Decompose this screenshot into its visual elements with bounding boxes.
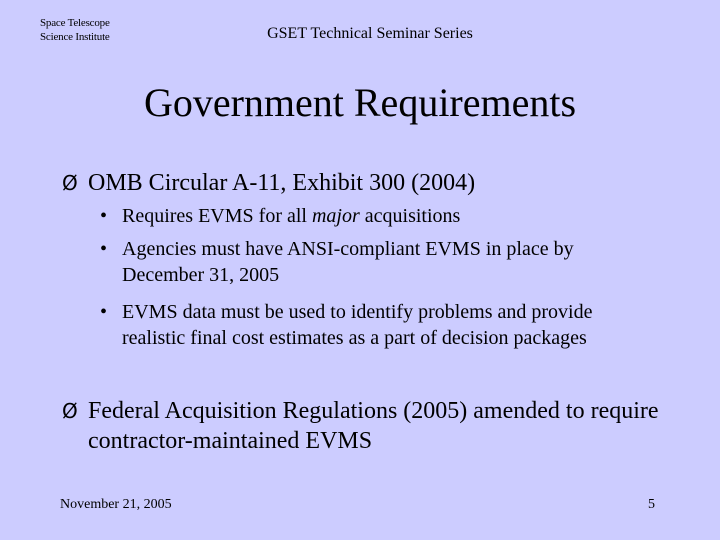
- seminar-series-title: GSET Technical Seminar Series: [267, 25, 473, 42]
- slide-title: Government Requirements: [143, 80, 577, 125]
- sub-bullet-text: EVMS data must be used to identify problems and provide realistic final cost estimates as a part of decision packages: [122, 301, 593, 349]
- dot-bullet-icon: •: [100, 205, 108, 227]
- organization-line-1: Space Telescope: [40, 17, 110, 29]
- bullet-omb-circular: [62, 168, 688, 198]
- organization-name: [40, 16, 110, 44]
- arrow-bullet-icon: Ø: [62, 171, 78, 195]
- sub-bullet-evms-major-acquisitions: [100, 203, 642, 229]
- sub-bullet-text-before: Requires EVMS for all: [122, 205, 312, 227]
- sub-bullet-emphasis: major: [311, 205, 360, 227]
- bullet-text: OMB Circular A-11, Exhibit 300 (2004): [88, 170, 476, 196]
- sub-bullet-text: Agencies must have ANSI-compliant EVMS in place by December 31, 2005: [122, 238, 574, 286]
- dot-bullet-icon: •: [100, 301, 108, 323]
- sub-bullet-text-after: acquisitions: [359, 205, 461, 227]
- bullet-federal-acquisition-regulations: [62, 396, 688, 456]
- sub-bullet-ansi-compliant: [100, 236, 642, 288]
- arrow-bullet-icon: Ø: [62, 399, 78, 423]
- dot-bullet-icon: •: [100, 238, 108, 260]
- footer-date: November 21, 2005: [60, 497, 172, 512]
- bullet-text: Federal Acquisition Regulations (2005) amended to require contractor-maintained EVMS: [88, 398, 659, 454]
- organization-line-2: Science Institute: [40, 31, 110, 43]
- sub-bullet-evms-data: [100, 299, 642, 351]
- page-number: 5: [648, 497, 655, 512]
